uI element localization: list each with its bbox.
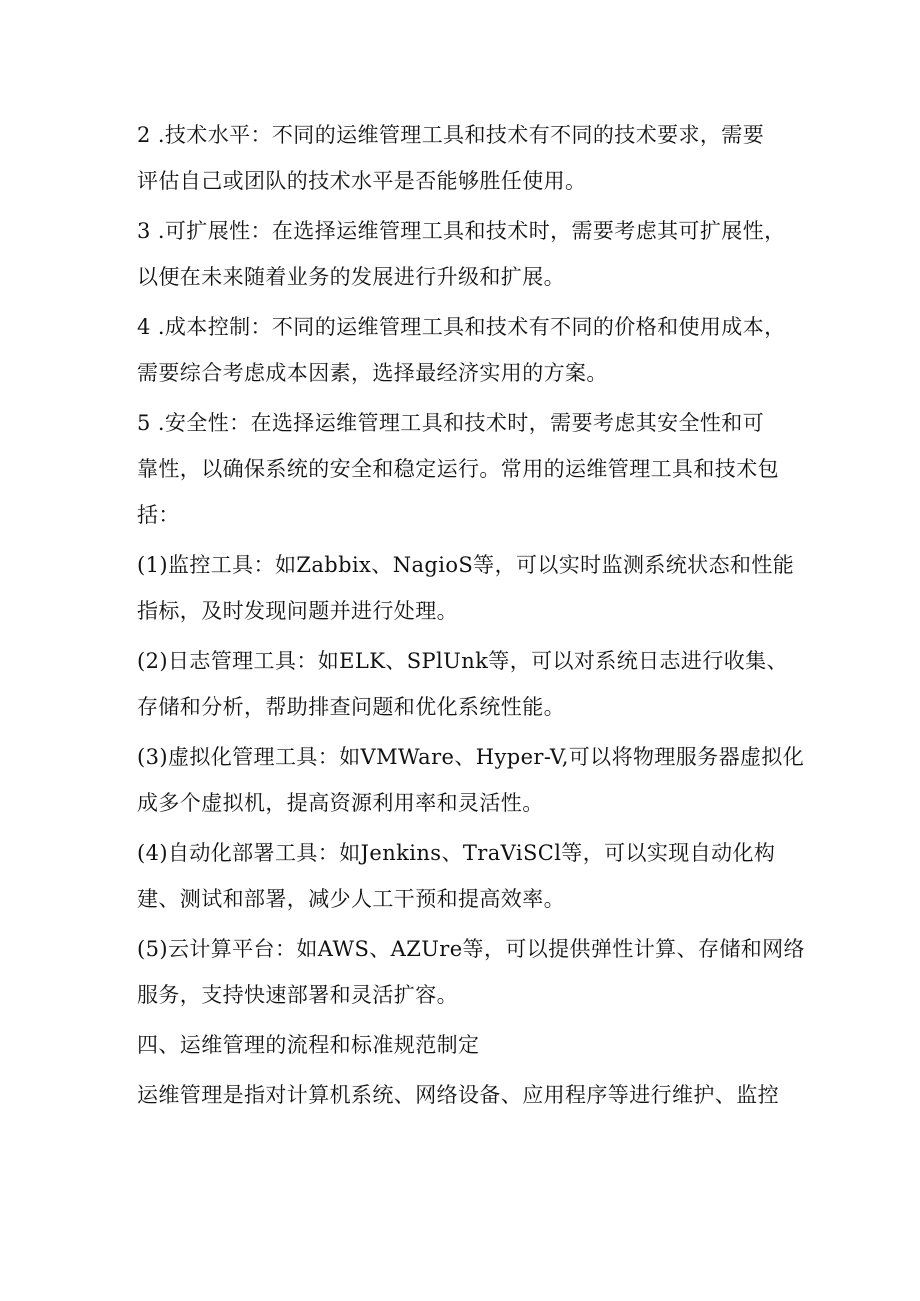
sub-item-log-management-tools [137,638,797,730]
sub-item-virtualization-tools [137,734,805,826]
text-line: 评估自己或团队的技术水平是否能够胜任使用。 [137,169,587,193]
text-line: 括： [137,503,180,527]
text-line: 2 .技术水平：不同的运维管理工具和技术有不同的技术要求，需要 [137,123,765,147]
list-item-scalability [137,208,797,300]
text-line: 4 .成本控制：不同的运维管理工具和技术有不同的价格和使用成本， [137,315,786,339]
document-body [137,112,805,1122]
text-line: 需要综合考虑成本因素，选择最经济实用的方案。 [137,361,608,385]
text-line: 成多个虚拟机，提高资源利用率和灵活性。 [137,791,544,815]
sub-item-cloud-platforms [137,926,805,1018]
text-line: 以便在未来随着业务的发展进行升级和扩展。 [137,265,565,289]
text-line: 指标，及时发现问题并进行处理。 [137,599,458,623]
list-item-technical-level [137,112,797,204]
sub-item-deployment-tools [137,830,797,922]
text-line: 5 .安全性：在选择运维管理工具和技术时，需要考虑其安全性和可 [137,411,765,435]
text-line: (4)自动化部署工具：如Jenkins、TraViSCl等，可以实现自动化构 [137,841,776,865]
list-item-cost-control [137,304,797,396]
text-line: 3 .可扩展性：在选择运维管理工具和技术时，需要考虑其可扩展性， [137,219,786,243]
text-line: 建、测试和部署，减少人工干预和提高效率。 [137,887,565,911]
section-heading [137,1022,797,1068]
text-line: (3)虚拟化管理工具：如VMWare、Hyper-V,可以将物理服务器虚拟化 [137,745,805,769]
text-line: (2)日志管理工具：如ELK、SPlUnk等，可以对系统日志进行收集、 [137,649,788,673]
text-line: (1)监控工具：如Zabbix、NagioS等，可以实时监测系统状态和性能 [137,553,795,577]
text-line: 靠性，以确保系统的安全和稳定运行。常用的运维管理工具和技术包 [137,457,779,481]
heading-text: 四、运维管理的流程和标准规范制定 [137,1033,480,1057]
list-item-security [137,400,797,538]
text-line: 运维管理是指对计算机系统、网络设备、应用程序等进行维护、监控 [137,1083,779,1107]
text-line: 服务，支持快速部署和灵活扩容。 [137,983,458,1007]
section-intro-paragraph [137,1072,797,1118]
sub-item-monitoring-tools [137,542,797,634]
text-line: (5)云计算平台：如AWS、AZUre等，可以提供弹性计算、存储和网络 [137,937,805,961]
text-line: 存储和分析，帮助排查问题和优化系统性能。 [137,695,565,719]
